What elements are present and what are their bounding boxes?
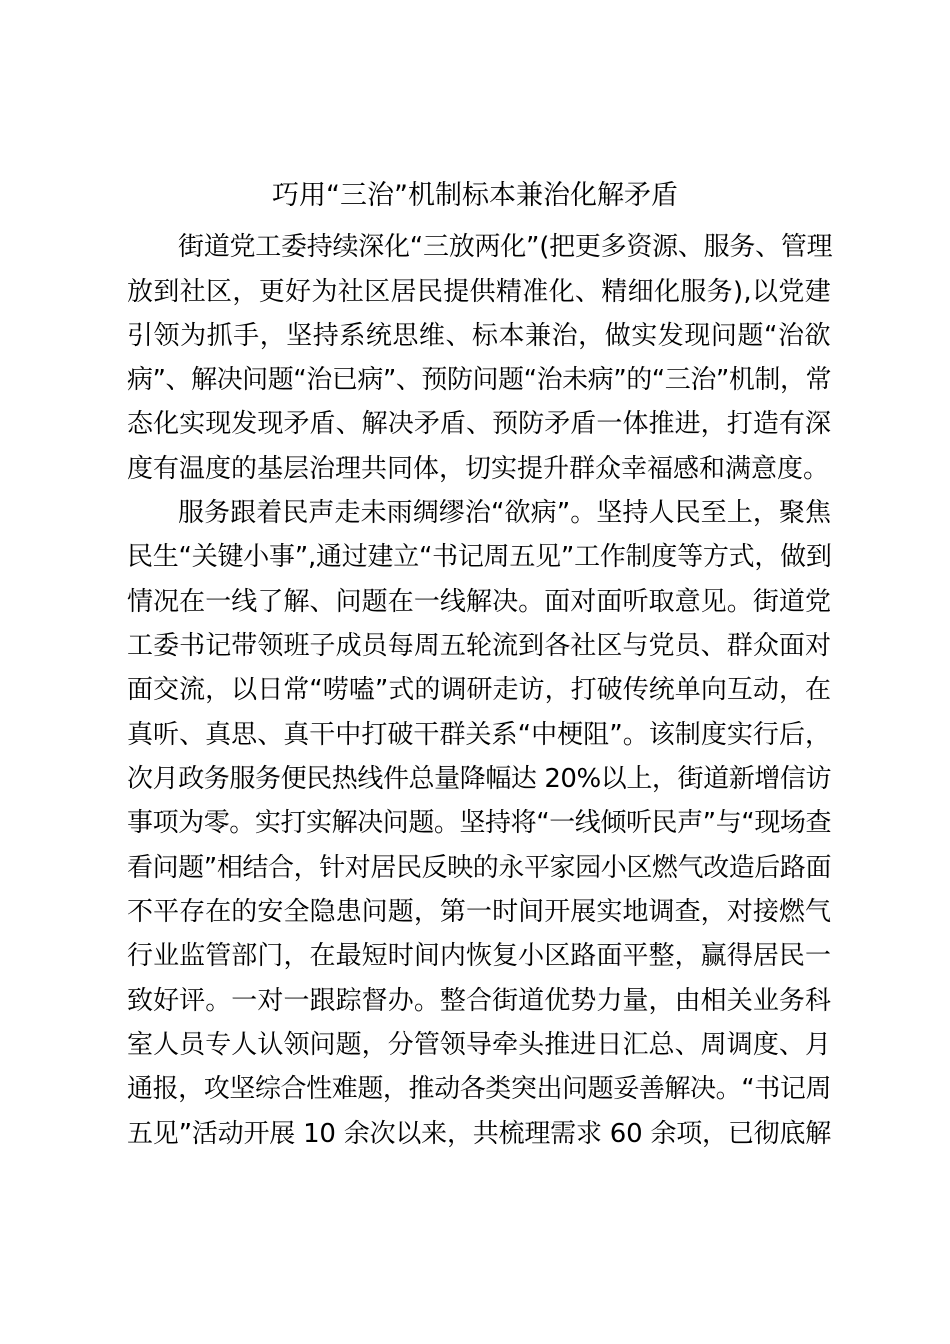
paragraph-line: 次月政务服务便民热线件总量降幅达 20%以上，街道新增信访 <box>127 764 831 794</box>
paragraph-line: 服务跟着民声走未雨绸缪治“欲病”。坚持人民至上，聚焦 <box>178 498 831 528</box>
paragraph-line: 街道党工委持续深化“三放两化”(把更多资源、服务、管理 <box>178 232 833 262</box>
paragraph-line: 五见”活动开展 10 余次以来，共梳理需求 60 余项，已彻底解 <box>127 1119 831 1149</box>
paragraph-line: 看问题”相结合，针对居民反映的永平家园小区燃气改造后路面 <box>127 853 831 883</box>
paragraph-line: 度有温度的基层治理共同体，切实提升群众幸福感和满意度。 <box>127 454 830 484</box>
paragraph-line: 引领为抓手，坚持系统思维、标本兼治，做实发现问题“治欲 <box>127 321 831 351</box>
paragraph-line: 致好评。一对一跟踪督办。整合街道优势力量，由相关业务科 <box>127 986 831 1016</box>
paragraph-line: 病”、解决问题“治已病”、预防问题“治未病”的“三治”机制，常 <box>127 365 831 395</box>
paragraph-line: 不平存在的安全隐患问题，第一时间开展实地调查，对接燃气 <box>127 897 831 927</box>
document-title: 巧用“三治”机制标本兼治化解矛盾 <box>272 180 678 211</box>
paragraph-line: 民生“关键小事”,通过建立“书记周五见”工作制度等方式，做到 <box>127 542 832 572</box>
paragraph-line: 工委书记带领班子成员每周五轮流到各社区与党员、群众面对 <box>127 631 831 661</box>
paragraph-line: 室人员专人认领问题，分管领导牵头推进日汇总、周调度、月 <box>127 1030 831 1060</box>
paragraph-line: 通报，攻坚综合性难题，推动各类突出问题妥善解决。“书记周 <box>127 1074 831 1104</box>
paragraph-line: 态化实现发现矛盾、解决矛盾、预防矛盾一体推进，打造有深 <box>127 409 831 439</box>
paragraph-line: 真听、真思、真干中打破干群关系“中梗阻”。该制度实行后， <box>127 720 831 750</box>
paragraph-line: 事项为零。实打实解决问题。坚持将“一线倾听民声”与“现场查 <box>127 808 831 838</box>
paragraph-line: 情况在一线了解、问题在一线解决。面对面听取意见。街道党 <box>127 587 831 617</box>
paragraph-line: 放到社区，更好为社区居民提供精准化、精细化服务),以党建 <box>127 277 831 307</box>
paragraph-line: 面交流，以日常“唠嗑”式的调研走访，打破传统单向互动，在 <box>127 675 831 705</box>
paragraph-line: 行业监管部门，在最短时间内恢复小区路面平整，赢得居民一 <box>127 941 831 971</box>
